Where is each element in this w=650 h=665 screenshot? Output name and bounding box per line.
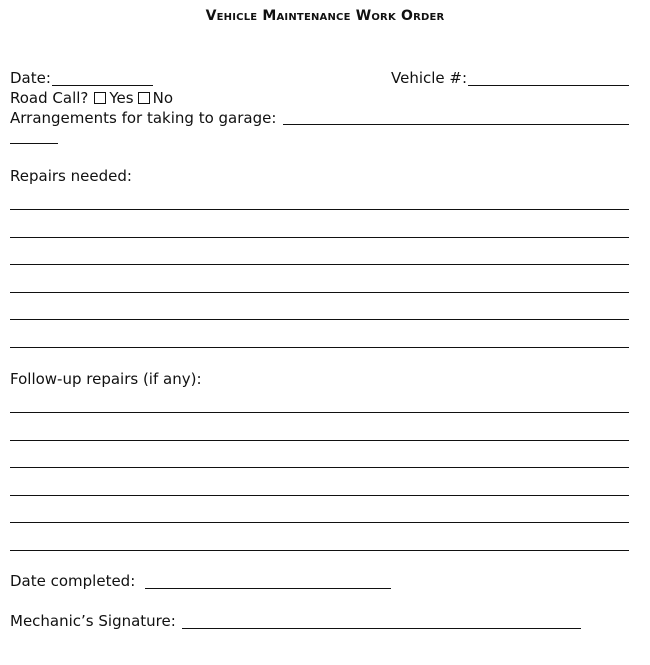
repairs-line[interactable] [10, 347, 629, 348]
repairs-line[interactable] [10, 319, 629, 320]
page-title: Vehicle Maintenance Work Order [205, 8, 445, 24]
yes-label: Yes [109, 89, 134, 107]
followup-line[interactable] [10, 522, 629, 523]
vehicle-number-field[interactable] [468, 85, 629, 86]
repairs-line[interactable] [10, 264, 629, 265]
followup-line[interactable] [10, 440, 629, 441]
date-field[interactable] [52, 85, 153, 86]
no-label: No [152, 89, 173, 107]
repairs-line[interactable] [10, 237, 629, 238]
no-checkbox[interactable] [138, 92, 150, 104]
yes-checkbox[interactable] [94, 92, 106, 104]
arrangements-label: Arrangements for taking to garage: [10, 109, 277, 127]
followup-label: Follow-up repairs (if any): [10, 370, 202, 388]
repairs-line[interactable] [10, 292, 629, 293]
followup-line[interactable] [10, 550, 629, 551]
arrangements-field[interactable] [283, 124, 629, 125]
vehicle-label: Vehicle #: [391, 69, 468, 87]
road-call-label: Road Call? [10, 89, 89, 107]
date-label: Date: [10, 69, 51, 87]
date-completed-label: Date completed: [10, 572, 136, 590]
road-call-row [10, 89, 173, 107]
followup-line[interactable] [10, 412, 629, 413]
repairs-line[interactable] [10, 209, 629, 210]
followup-line[interactable] [10, 495, 629, 496]
signature-field[interactable] [182, 628, 581, 629]
arrangements-field-continued[interactable] [10, 143, 58, 144]
repairs-label: Repairs needed: [10, 167, 132, 185]
followup-line[interactable] [10, 467, 629, 468]
signature-label: Mechanic’s Signature: [10, 612, 176, 630]
date-completed-field[interactable] [145, 588, 391, 589]
